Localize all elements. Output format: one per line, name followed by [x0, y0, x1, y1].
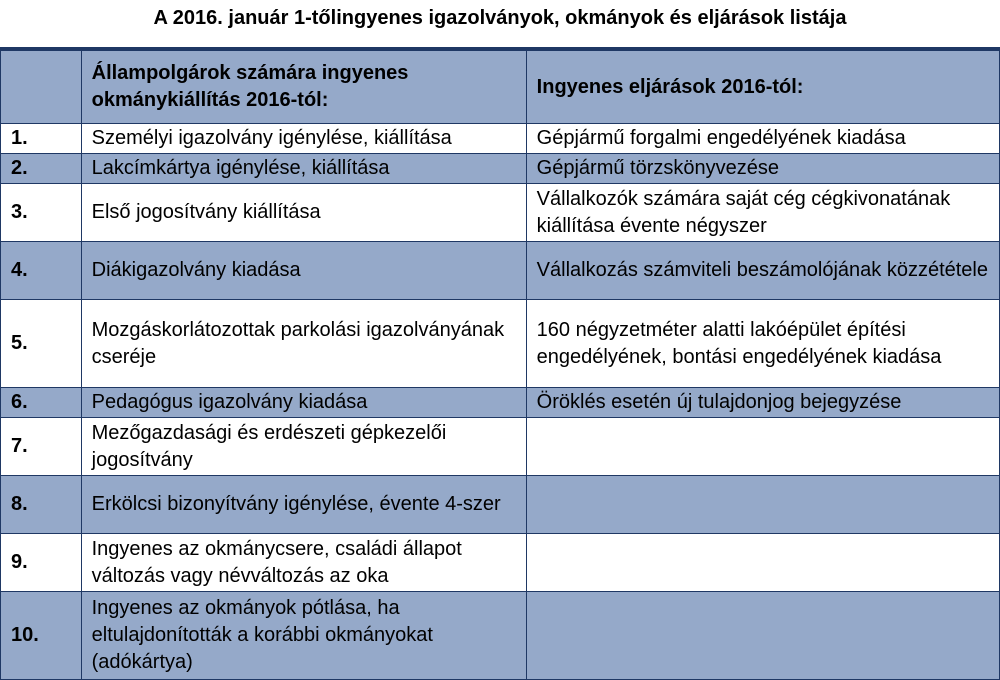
row-number: 10.	[1, 592, 82, 680]
row-procedure: Gépjármű törzskönyvezése	[526, 154, 999, 184]
row-document: Ingyenes az okmánycsere, családi állapot változás vagy névváltozás az oka	[81, 534, 526, 592]
table-row	[1, 476, 1000, 534]
row-procedure: 160 négyzetméter alatti lakóépület építési engedélyének, bontási engedélyének kiadása	[526, 300, 999, 388]
row-document: Mozgáskorlátozottak parkolási igazolványának cseréje	[81, 300, 526, 388]
header-number	[1, 51, 82, 124]
free-documents-table	[0, 50, 1000, 680]
title-divider	[0, 37, 1000, 50]
table-row	[1, 124, 1000, 154]
row-document: Első jogosítvány kiállítása	[81, 184, 526, 242]
row-procedure	[526, 592, 999, 680]
header-procedures: Ingyenes eljárások 2016-tól:	[526, 51, 999, 124]
table-header-row	[1, 51, 1000, 124]
row-procedure: Gépjármű forgalmi engedélyének kiadása	[526, 124, 999, 154]
row-number: 6.	[1, 388, 82, 418]
row-number: 5.	[1, 300, 82, 388]
row-procedure	[526, 418, 999, 476]
row-procedure	[526, 534, 999, 592]
table-row	[1, 184, 1000, 242]
row-number: 4.	[1, 242, 82, 300]
row-number: 8.	[1, 476, 82, 534]
table-row	[1, 242, 1000, 300]
row-document: Diákigazolvány kiadása	[81, 242, 526, 300]
table-row	[1, 388, 1000, 418]
row-procedure: Vállalkozók számára saját cég cégkivonatának kiállítása évente négyszer	[526, 184, 999, 242]
table-row	[1, 534, 1000, 592]
row-procedure: Öröklés esetén új tulajdonjog bejegyzése	[526, 388, 999, 418]
row-number: 7.	[1, 418, 82, 476]
row-document: Pedagógus igazolvány kiadása	[81, 388, 526, 418]
row-document: Mezőgazdasági és erdészeti gépkezelői jogosítvány	[81, 418, 526, 476]
page-title: A 2016. január 1-tőlingyenes igazolványok, okmányok és eljárások listája	[153, 7, 847, 29]
row-number: 9.	[1, 534, 82, 592]
row-procedure	[526, 476, 999, 534]
table-row	[1, 300, 1000, 388]
table-row	[1, 418, 1000, 476]
row-number: 3.	[1, 184, 82, 242]
table-row	[1, 154, 1000, 184]
row-number: 1.	[1, 124, 82, 154]
row-document: Erkölcsi bizonyítvány igénylése, évente 4-szer	[81, 476, 526, 534]
header-documents: Állampolgárok számára ingyenes okmánykiállítás 2016-tól:	[81, 51, 526, 124]
row-document: Ingyenes az okmányok pótlása, ha eltulajdonították a korábbi okmányokat (adókártya)	[81, 592, 526, 680]
table-row	[1, 592, 1000, 680]
row-number: 2.	[1, 154, 82, 184]
row-document: Lakcímkártya igénylése, kiállítása	[81, 154, 526, 184]
row-procedure: Vállalkozás számviteli beszámolójának közzététele	[526, 242, 999, 300]
row-document: Személyi igazolvány igénylése, kiállítása	[81, 124, 526, 154]
